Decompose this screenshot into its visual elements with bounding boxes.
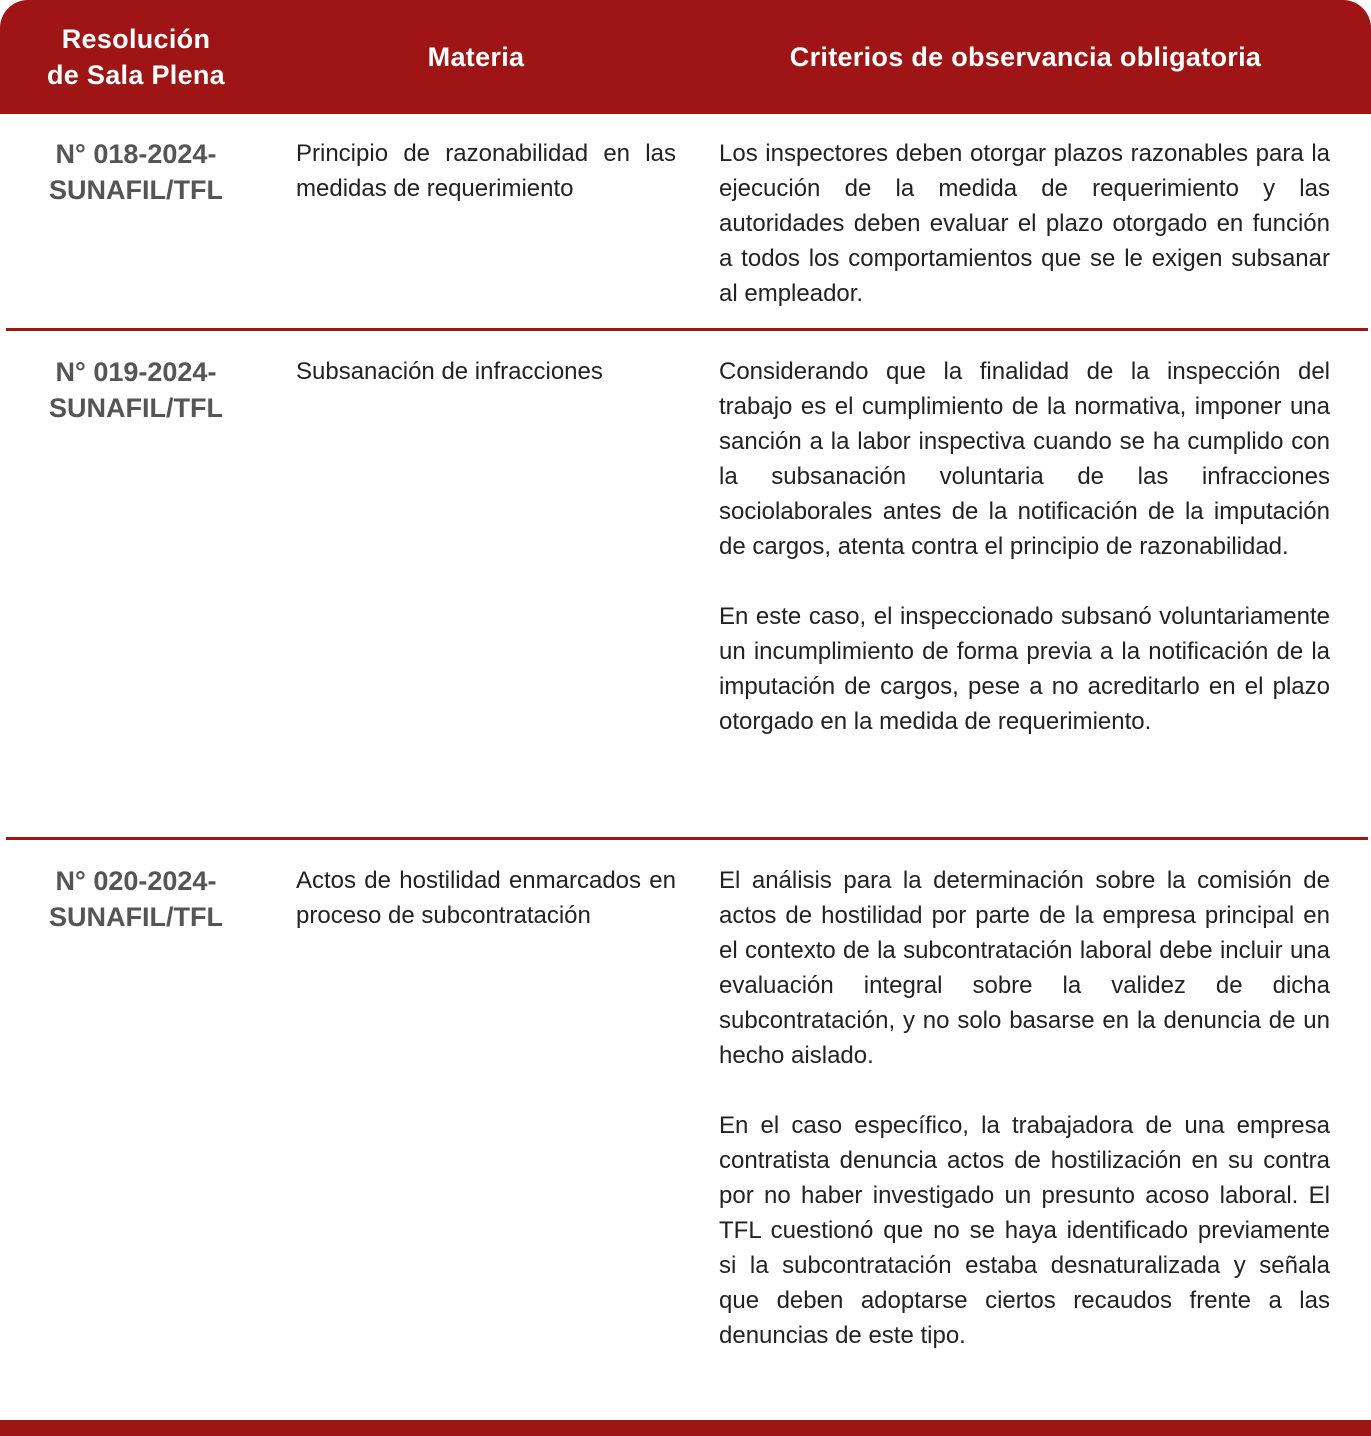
criterios-paragraph: El análisis para la determinación sobre la comisión de actos de hostilidad por parte de la empresa principal en el contexto de la subcontratación laboral debe incluir una evaluación integral sobre la validez de dicha subcontratación, y no solo basarse en la denuncia de un hecho aislado. xyxy=(719,867,1330,1069)
table-row xyxy=(0,841,1371,1421)
resolution-line1: N° 020-2024- xyxy=(55,866,217,896)
header-criterios-label: Criterios de observancia obligatoria xyxy=(789,42,1262,72)
header-materia xyxy=(272,0,680,114)
resolution-line1: N° 019-2024- xyxy=(55,357,217,387)
row-divider xyxy=(6,837,1368,840)
row-divider xyxy=(6,328,1368,331)
table-header xyxy=(0,0,1371,114)
criterios-cell xyxy=(719,136,1330,311)
table-row xyxy=(0,114,1371,329)
materia-cell: Actos de hostilidad enmarcados en proceso de subcontratación xyxy=(296,867,676,929)
criterios-paragraph: En el caso específico, la trabajadora de una empresa contratista denuncia actos de hostilización en su contra por no haber investigado un presunto acoso laboral. El TFL cuestionó que no se haya identificado previamente si la subcontratación estaba desnaturalizada y señala que deben adoptarse ciertos recaudos frente a las denuncias de este tipo. xyxy=(719,1112,1330,1349)
header-resolucion xyxy=(0,0,272,114)
criterios-paragraph: En este caso, el inspeccionado subsanó voluntariamente un incumplimiento de forma previa a la notificación de la imputación de cargos, pese a no acreditarlo en el plazo otorgado en la medida de requerimiento. xyxy=(719,603,1330,735)
resolution-line2: SUNAFIL/TFL xyxy=(49,175,223,205)
resolution-number xyxy=(0,354,272,426)
resolution-line1: N° 018-2024- xyxy=(55,139,217,169)
resolution-line2: SUNAFIL/TFL xyxy=(49,902,223,932)
resolution-number xyxy=(0,136,272,208)
criterios-paragraph: Considerando que la finalidad de la inspección del trabajo es el cumplimiento de la normativa, imponer una sanción a la labor inspectiva cuando se ha cumplido con la subsanación voluntaria de las infracciones sociolaborales antes de la notificación de la imputación de cargos, atenta contra el principio de razonabilidad. xyxy=(719,358,1330,560)
footer-bar xyxy=(0,1420,1371,1436)
table-row xyxy=(0,332,1371,838)
resolution-number xyxy=(0,863,272,935)
header-materia-label: Materia xyxy=(427,42,525,72)
criterios-cell xyxy=(719,863,1330,1353)
materia-cell: Subsanación de infracciones xyxy=(296,358,603,385)
resolution-line2: SUNAFIL/TFL xyxy=(49,393,223,423)
criterios-cell xyxy=(719,354,1330,739)
header-criterios xyxy=(680,0,1371,114)
header-resolucion-label: Resolución de Sala Plena xyxy=(47,24,225,90)
materia-cell: Principio de razonabilidad en las medidas de requerimiento xyxy=(296,140,676,202)
criterios-paragraph: Los inspectores deben otorgar plazos razonables para la ejecución de la medida de requerimiento y las autoridades deben evaluar el plazo otorgado en función a todos los comportamientos que se le exigen subsanar al empleador. xyxy=(719,140,1330,307)
